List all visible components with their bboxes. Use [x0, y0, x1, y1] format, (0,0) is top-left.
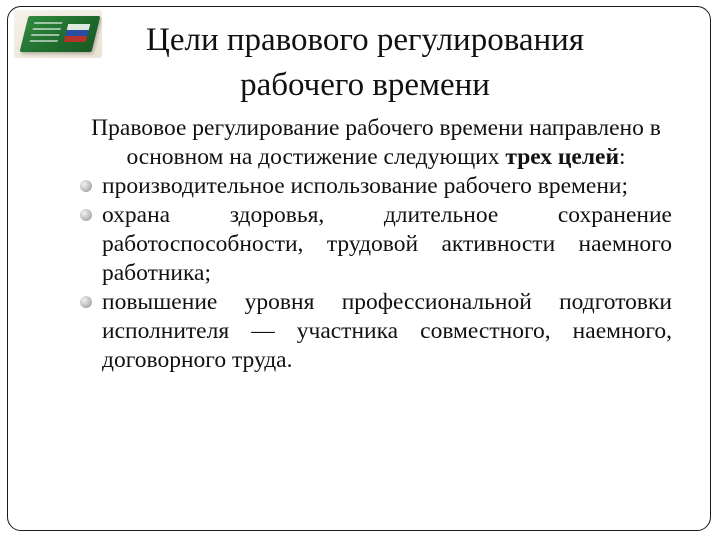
bullet-dot-icon — [80, 180, 92, 192]
intro-paragraph — [80, 114, 672, 172]
book-lines — [30, 22, 63, 42]
intro-bold: трех целей — [505, 144, 619, 170]
intro-end: : — [619, 144, 626, 170]
bullet-dot-icon — [80, 296, 92, 308]
flag-stripe — [64, 24, 90, 42]
goal-item-2 — [80, 201, 672, 288]
goal-item-1 — [80, 172, 672, 201]
goal-text-3: повышение уровня профессиональной подготовки исполнителя — участника совместного, наемного, договорного труда. — [102, 289, 672, 373]
title-line-2: рабочего времени — [240, 67, 490, 103]
intro-text: Правовое регулирование рабочего времени направлено в основном на достижение следующих — [91, 115, 661, 170]
slide-title — [110, 18, 620, 108]
goal-text-1: производительное использование рабочего времени; — [102, 173, 629, 199]
slide-body — [80, 114, 672, 375]
bullet-dot-icon — [80, 209, 92, 221]
goal-item-3 — [80, 288, 672, 375]
goal-text-2: охрана здоровья, длительное сохранение работоспособности, трудовой активности наемного работника; — [102, 202, 672, 286]
goals-list — [80, 172, 672, 375]
book-logo-icon — [14, 10, 102, 58]
title-line-1: Цели правового регулирования — [146, 22, 584, 58]
